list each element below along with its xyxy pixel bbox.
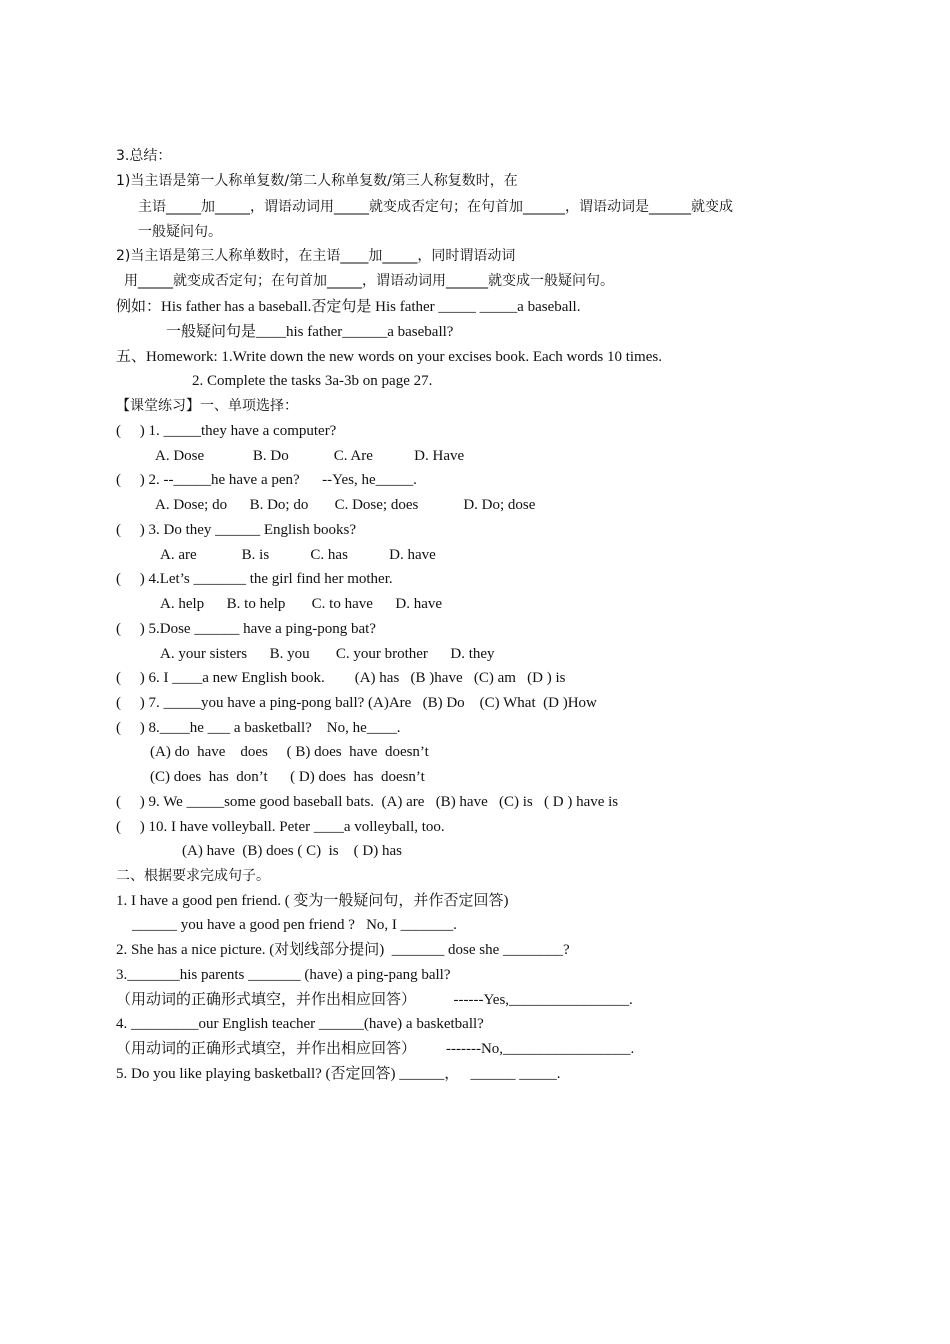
rule-1-line-a: 1)当主语是第一人称单复数/第二人称单复数/第三人称复数时，在 — [116, 173, 518, 189]
rule-2-line-a: 2)当主语是第三人称单数时，在主语____加_____，同时谓语动词 — [116, 248, 516, 264]
question-9: ( ) 9. We _____some good baseball bats. (A) are (B) have (C) is ( D ) have is — [116, 794, 619, 810]
question-1: ( ) 1. _____they have a computer? — [116, 423, 337, 439]
homework-line-1: 五、Homework: 1.Write down the new words on your excises book. Each words 10 times. — [116, 349, 662, 365]
question-2: ( ) 2. --_____he have a pen? --Yes, he_____. — [116, 472, 417, 488]
question-7: ( ) 7. _____you have a ping-pong ball? (A)Are (B) Do (C) What (D )How — [116, 695, 597, 711]
rule-2-line-b: 用_____就变成否定句；在句首加_____，谓语动词用______就变成一般疑问句。 — [124, 273, 614, 289]
sentence-4-note: （用动词的正确形式填空，并作出相应回答） -------No,_________________. — [116, 1041, 635, 1057]
question-8: ( ) 8.____he ___ a basketball? No, he____. — [116, 720, 401, 736]
question-5: ( ) 5.Dose ______ have a ping-pong bat? — [116, 621, 376, 637]
question-5-options: A. your sisters B. you C. your brother D. they — [160, 646, 495, 662]
question-1-options: A. Dose B. Do C. Are D. Have — [155, 448, 465, 464]
question-10-options: (A) have (B) does ( C) is ( D) has — [182, 843, 402, 859]
question-4: ( ) 4.Let’s _______ the girl find her mother. — [116, 571, 393, 587]
example-question: 一般疑问句是____his father______a baseball? — [166, 324, 454, 340]
sentence-1-answer: ______ you have a good pen friend ? No, I _______. — [132, 917, 457, 933]
question-6: ( ) 6. I ____a new English book. (A) has (B )have (C) am (D ) is — [116, 670, 566, 686]
question-10: ( ) 10. I have volleyball. Peter ____a volleyball, too. — [116, 819, 445, 835]
sentence-2: 2. She has a nice picture. (对划线部分提问) _______ dose she ________? — [116, 942, 570, 958]
rule-1-line-c: 一般疑问句。 — [138, 224, 222, 240]
practice-heading: 【课堂练习】一、单项选择： — [116, 398, 298, 414]
sentence-4: 4. _________our English teacher ______(have) a basketball? — [116, 1016, 484, 1032]
sentence-3-note: （用动词的正确形式填空，并作出相应回答） ------Yes,________________. — [116, 992, 633, 1008]
question-8-options-a: (A) do have does ( B) does have doesn’t — [150, 744, 429, 760]
sentence-3: 3._______his parents _______ (have) a ping-pang ball? — [116, 967, 451, 983]
question-8-options-b: (C) does has don’t ( D) does has doesn’t — [150, 769, 425, 785]
summary-title: 3.总结： — [116, 148, 172, 164]
part-2-heading: 二、根据要求完成句子。 — [116, 868, 270, 884]
question-3: ( ) 3. Do they ______ English books? — [116, 522, 356, 538]
sentence-5: 5. Do you like playing basketball? (否定回答) ______， ______ _____. — [116, 1066, 561, 1082]
sentence-1: 1. I have a good pen friend. ( 变为一般疑问句，并作否定回答) — [116, 893, 509, 909]
rule-1-line-b: 主语_____加_____，谓语动词用_____就变成否定句；在句首加______，谓语动词是______就变成 — [138, 199, 733, 215]
question-2-options: A. Dose; do B. Do; do C. Dose; does D. Do; dose — [155, 497, 536, 513]
question-3-options: A. are B. is C. has D. have — [160, 547, 436, 563]
question-4-options: A. help B. to help C. to have D. have — [160, 596, 443, 612]
homework-line-2: 2. Complete the tasks 3a-3b on page 27. — [192, 373, 433, 389]
example-negative: 例如：His father has a baseball.否定句是 His father _____ _____a baseball. — [116, 299, 581, 315]
